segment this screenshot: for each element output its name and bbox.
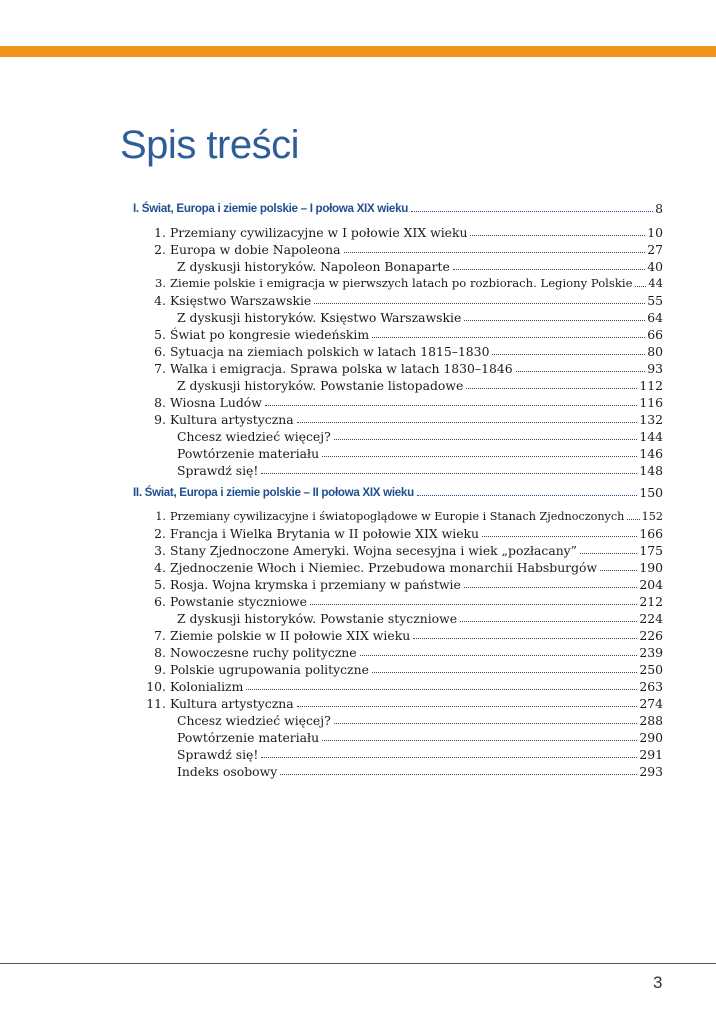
- dot-leader: [492, 354, 645, 355]
- dot-leader: [411, 211, 653, 212]
- dot-leader: [482, 536, 637, 537]
- entry-title: Przemiany cywilizacyjne i światopoglądowe w Europie i Stanach Zjednoczonych: [170, 510, 625, 523]
- top-accent-bar: [0, 46, 716, 57]
- entry-title: Zjednoczenie Włoch i Niemiec. Przebudowa monarchii Habsburgów: [170, 560, 598, 575]
- entry-page-number: 226: [639, 628, 663, 643]
- entry-page-number: 263: [639, 679, 663, 694]
- toc-entry[interactable]: [136, 291, 663, 308]
- dot-leader: [261, 757, 637, 758]
- dot-leader: [460, 621, 637, 622]
- dot-leader: [265, 405, 638, 406]
- toc-entry[interactable]: [136, 575, 663, 592]
- entry-title: Powstanie styczniowe: [170, 594, 307, 609]
- page-number: 3: [653, 973, 663, 992]
- page-title: Spis treści: [120, 122, 299, 167]
- entry-page-number: 112: [639, 378, 663, 393]
- entry-title: Kultura artystyczna: [170, 412, 294, 427]
- entry-number: 2.: [154, 526, 166, 541]
- entry-title: Ziemie polskie i emigracja w pierwszych latach po rozbiorach. Legiony Polskie: [170, 276, 633, 290]
- entry-title: Sytuacja na ziemiach polskich w latach 1815–1830: [170, 344, 490, 359]
- entry-page-number: 40: [647, 259, 663, 274]
- entry-page-number: 175: [639, 543, 663, 558]
- entry-page-number: 116: [639, 395, 663, 410]
- entry-page-number: 27: [647, 242, 663, 257]
- entry-title: Kolonializm: [170, 679, 244, 694]
- toc-subentry[interactable]: [175, 711, 663, 728]
- toc-entry[interactable]: [136, 677, 663, 694]
- section-page-number: 150: [639, 485, 663, 500]
- entry-title: Powtórzenie materiału: [177, 446, 320, 461]
- entry-page-number: 293: [639, 764, 663, 779]
- entry-number: 7.: [154, 361, 166, 376]
- entry-title: Chcesz wiedzieć więcej?: [177, 713, 331, 728]
- entry-page-number: 152: [641, 510, 663, 523]
- dot-leader: [466, 388, 637, 389]
- entry-page-number: 66: [647, 327, 663, 342]
- entry-title: Z dyskusji historyków. Powstanie listopadowe: [177, 378, 464, 393]
- entry-number: 10.: [146, 679, 166, 694]
- dot-leader: [600, 570, 637, 571]
- dot-leader: [297, 706, 638, 707]
- entry-title: Walka i emigracja. Sprawa polska w latach 1830–1846: [170, 361, 513, 376]
- section-page-number: 8: [655, 201, 663, 216]
- footer-divider: [0, 963, 716, 964]
- entry-title: Powtórzenie materiału: [177, 730, 320, 745]
- entry-title: Stany Zjednoczone Ameryki. Wojna secesyjna i wiek „pozłacany”: [170, 543, 578, 558]
- entry-title: Francja i Wielka Brytania w II połowie XIX wieku: [170, 526, 480, 541]
- entry-title: Z dyskusji historyków. Księstwo Warszawskie: [177, 310, 462, 325]
- entry-title: Świat po kongresie wiedeńskim: [170, 327, 370, 342]
- entry-number: 1.: [155, 510, 166, 523]
- dot-leader: [580, 553, 637, 554]
- entry-page-number: 80: [647, 344, 663, 359]
- entry-number: 8.: [154, 645, 166, 660]
- entry-number: 2.: [154, 242, 166, 257]
- dot-leader: [297, 422, 638, 423]
- entry-page-number: 146: [639, 446, 663, 461]
- dot-leader: [372, 672, 637, 673]
- toc-subentry[interactable]: [175, 376, 663, 393]
- entry-page-number: 44: [648, 276, 663, 290]
- toc-subentry[interactable]: [175, 308, 663, 325]
- toc-section-heading[interactable]: [133, 199, 663, 216]
- toc-entry[interactable]: [136, 643, 663, 660]
- entry-page-number: 64: [647, 310, 663, 325]
- entry-page-number: 288: [639, 713, 663, 728]
- entry-title: Chcesz wiedzieć więcej?: [177, 429, 331, 444]
- entry-number: 9.: [154, 662, 166, 677]
- entry-number: 1.: [154, 225, 166, 240]
- dot-leader: [360, 655, 638, 656]
- toc-subentry[interactable]: [175, 257, 663, 274]
- entry-number: 6.: [154, 344, 166, 359]
- entry-page-number: 274: [639, 696, 663, 711]
- entry-page-number: 144: [639, 429, 663, 444]
- entry-number: 4.: [154, 293, 166, 308]
- entry-title: Nowoczesne ruchy polityczne: [170, 645, 357, 660]
- toc-entry[interactable]: [136, 592, 663, 609]
- entry-page-number: 132: [639, 412, 663, 427]
- entry-page-number: 212: [639, 594, 663, 609]
- dot-leader: [314, 303, 645, 304]
- entry-page-number: 290: [639, 730, 663, 745]
- entry-title: Kultura artystyczna: [170, 696, 294, 711]
- section-title: I. Świat, Europa i ziemie polskie – I połowa XIX wieku: [133, 202, 409, 215]
- dot-leader: [417, 495, 637, 496]
- entry-title: Indeks osobowy: [177, 764, 278, 779]
- entry-page-number: 10: [647, 225, 663, 240]
- dot-leader: [453, 269, 645, 270]
- toc-subentry[interactable]: [175, 745, 663, 762]
- entry-title: Księstwo Warszawskie: [170, 293, 312, 308]
- entry-number: 4.: [154, 560, 166, 575]
- entry-title: Europa w dobie Napoleona: [170, 242, 341, 257]
- toc-entry[interactable]: [136, 223, 663, 240]
- toc-entry[interactable]: [136, 558, 663, 575]
- dot-leader: [464, 320, 645, 321]
- entry-page-number: 224: [639, 611, 663, 626]
- entry-page-number: 250: [639, 662, 663, 677]
- entry-number: 6.: [154, 594, 166, 609]
- dot-leader: [334, 723, 638, 724]
- toc-subentry[interactable]: [175, 728, 663, 745]
- toc-entry[interactable]: [136, 541, 663, 558]
- entry-number: 9.: [154, 412, 166, 427]
- toc-entry[interactable]: [136, 524, 663, 541]
- entry-number: 3.: [154, 276, 166, 290]
- entry-number: 8.: [154, 395, 166, 410]
- toc-entry[interactable]: [136, 626, 663, 643]
- dot-leader: [627, 519, 639, 520]
- entry-title: Sprawdź się!: [177, 463, 259, 478]
- entry-number: 5.: [154, 327, 166, 342]
- entry-title: Z dyskusji historyków. Powstanie styczniowe: [177, 611, 458, 626]
- dot-leader: [470, 235, 645, 236]
- dot-leader: [246, 689, 637, 690]
- entry-number: 11.: [146, 696, 166, 711]
- dot-leader: [413, 638, 637, 639]
- entry-title: Wiosna Ludów: [170, 395, 262, 410]
- entry-page-number: 190: [639, 560, 663, 575]
- entry-page-number: 55: [647, 293, 663, 308]
- dot-leader: [464, 587, 637, 588]
- toc-entry[interactable]: [136, 274, 663, 291]
- entry-page-number: 148: [639, 463, 663, 478]
- dot-leader: [344, 252, 646, 253]
- entry-number: 7.: [154, 628, 166, 643]
- entry-page-number: 239: [639, 645, 663, 660]
- dot-leader: [516, 371, 646, 372]
- entry-title: Ziemie polskie w II połowie XIX wieku: [170, 628, 411, 643]
- toc-entry[interactable]: [136, 240, 663, 257]
- entry-title: Z dyskusji historyków. Napoleon Bonaparte: [177, 259, 450, 274]
- toc-section-heading[interactable]: [133, 483, 663, 500]
- toc-subentry[interactable]: [175, 444, 663, 461]
- entry-number: 5.: [154, 577, 166, 592]
- entry-page-number: 93: [647, 361, 663, 376]
- dot-leader: [280, 774, 637, 775]
- toc-entry[interactable]: [136, 325, 663, 342]
- dot-leader: [322, 740, 637, 741]
- dot-leader: [334, 439, 638, 440]
- toc-entry[interactable]: [136, 410, 663, 427]
- entry-title: Przemiany cywilizacyjne w I połowie XIX wieku: [170, 225, 468, 240]
- toc-subentry[interactable]: [175, 461, 663, 478]
- toc-entry[interactable]: [136, 507, 663, 524]
- entry-title: Rosja. Wojna krymska i przemiany w państwie: [170, 577, 461, 592]
- dot-leader: [635, 286, 646, 287]
- toc-subentry[interactable]: [175, 609, 663, 626]
- dot-leader: [310, 604, 637, 605]
- toc-entry[interactable]: [136, 342, 663, 359]
- toc-subentry[interactable]: [175, 427, 663, 444]
- dot-leader: [372, 337, 645, 338]
- dot-leader: [322, 456, 637, 457]
- entry-page-number: 166: [639, 526, 663, 541]
- toc-entry[interactable]: [136, 393, 663, 410]
- entry-page-number: 204: [639, 577, 663, 592]
- entry-page-number: 291: [639, 747, 663, 762]
- entry-number: 3.: [154, 543, 166, 558]
- toc-entry[interactable]: [136, 694, 663, 711]
- dot-leader: [261, 473, 637, 474]
- section-title: II. Świat, Europa i ziemie polskie – II połowa XIX wieku: [133, 486, 414, 499]
- entry-title: Polskie ugrupowania polityczne: [170, 662, 369, 677]
- entry-title: Sprawdź się!: [177, 747, 259, 762]
- toc-entry[interactable]: [136, 660, 663, 677]
- toc-entry[interactable]: [136, 359, 663, 376]
- toc-subentry[interactable]: [175, 762, 663, 779]
